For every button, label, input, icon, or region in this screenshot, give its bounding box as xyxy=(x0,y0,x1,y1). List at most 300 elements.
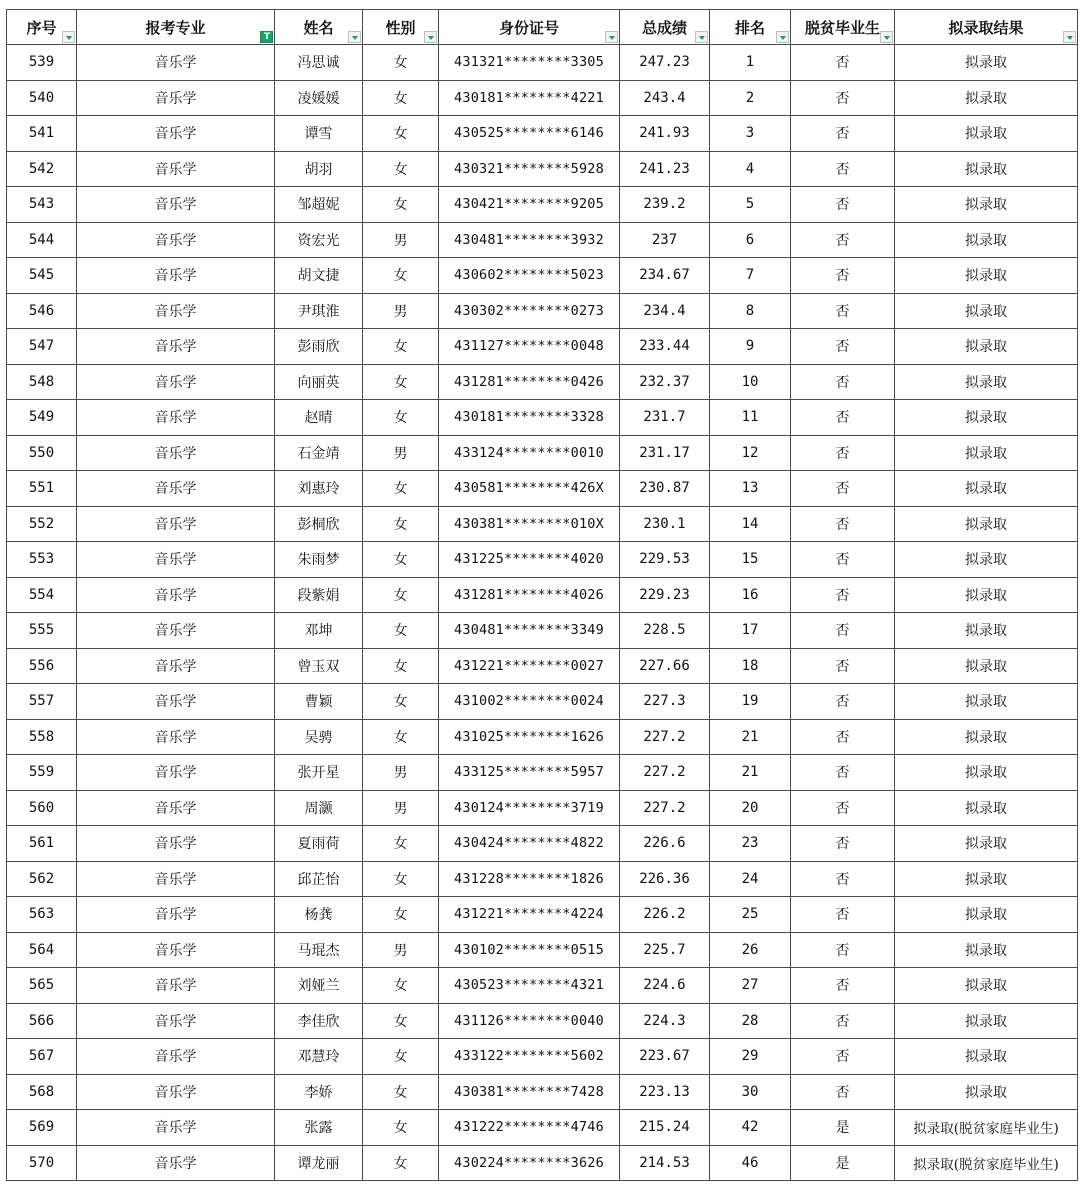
cell-rank[interactable]: 12 xyxy=(710,435,791,471)
cell-score[interactable]: 231.17 xyxy=(620,435,710,471)
cell-seq[interactable]: 543 xyxy=(7,187,77,223)
cell-major[interactable]: 音乐学 xyxy=(77,506,275,542)
cell-rank[interactable]: 19 xyxy=(710,684,791,720)
cell-seq[interactable]: 548 xyxy=(7,364,77,400)
cell-major[interactable]: 音乐学 xyxy=(77,968,275,1004)
cell-seq[interactable]: 564 xyxy=(7,932,77,968)
cell-name[interactable]: 马琨杰 xyxy=(275,932,363,968)
cell-rank[interactable]: 5 xyxy=(710,187,791,223)
cell-name[interactable]: 杨龚 xyxy=(275,897,363,933)
cell-gender[interactable]: 女 xyxy=(363,861,439,897)
cell-poverty[interactable]: 否 xyxy=(791,506,895,542)
cell-poverty[interactable]: 否 xyxy=(791,968,895,1004)
cell-poverty[interactable]: 否 xyxy=(791,222,895,258)
cell-rank[interactable]: 42 xyxy=(710,1110,791,1146)
cell-id[interactable]: 430224********3626 xyxy=(439,1145,620,1181)
cell-seq[interactable]: 570 xyxy=(7,1145,77,1181)
cell-name[interactable]: 凌媛媛 xyxy=(275,80,363,116)
cell-result[interactable]: 拟录取 xyxy=(895,968,1078,1004)
cell-gender[interactable]: 女 xyxy=(363,329,439,365)
cell-seq[interactable]: 541 xyxy=(7,116,77,152)
cell-poverty[interactable]: 否 xyxy=(791,932,895,968)
cell-result[interactable]: 拟录取 xyxy=(895,790,1078,826)
cell-major[interactable]: 音乐学 xyxy=(77,1110,275,1146)
cell-score[interactable]: 239.2 xyxy=(620,187,710,223)
cell-result[interactable]: 拟录取 xyxy=(895,719,1078,755)
cell-rank[interactable]: 10 xyxy=(710,364,791,400)
cell-id[interactable]: 433125********5957 xyxy=(439,755,620,791)
cell-major[interactable]: 音乐学 xyxy=(77,755,275,791)
cell-name[interactable]: 张露 xyxy=(275,1110,363,1146)
cell-score[interactable]: 226.2 xyxy=(620,897,710,933)
cell-name[interactable]: 夏雨荷 xyxy=(275,826,363,862)
cell-seq[interactable]: 556 xyxy=(7,648,77,684)
cell-name[interactable]: 段紫娟 xyxy=(275,577,363,613)
cell-name[interactable]: 李佳欣 xyxy=(275,1003,363,1039)
cell-rank[interactable]: 7 xyxy=(710,258,791,294)
cell-seq[interactable]: 566 xyxy=(7,1003,77,1039)
cell-rank[interactable]: 24 xyxy=(710,861,791,897)
filter-dropdown-icon[interactable] xyxy=(776,31,789,43)
cell-gender[interactable]: 女 xyxy=(363,968,439,1004)
cell-major[interactable]: 音乐学 xyxy=(77,329,275,365)
cell-gender[interactable]: 女 xyxy=(363,897,439,933)
cell-seq[interactable]: 569 xyxy=(7,1110,77,1146)
cell-gender[interactable]: 女 xyxy=(363,506,439,542)
cell-gender[interactable]: 女 xyxy=(363,400,439,436)
cell-rank[interactable]: 23 xyxy=(710,826,791,862)
cell-major[interactable]: 音乐学 xyxy=(77,222,275,258)
cell-id[interactable]: 431126********0040 xyxy=(439,1003,620,1039)
cell-id[interactable]: 430381********010X xyxy=(439,506,620,542)
cell-id[interactable]: 431002********0024 xyxy=(439,684,620,720)
cell-seq[interactable]: 540 xyxy=(7,80,77,116)
cell-poverty[interactable]: 否 xyxy=(791,719,895,755)
cell-score[interactable]: 231.7 xyxy=(620,400,710,436)
cell-score[interactable]: 232.37 xyxy=(620,364,710,400)
cell-result[interactable]: 拟录取 xyxy=(895,258,1078,294)
cell-major[interactable]: 音乐学 xyxy=(77,861,275,897)
cell-gender[interactable]: 女 xyxy=(363,1110,439,1146)
cell-gender[interactable]: 女 xyxy=(363,258,439,294)
cell-major[interactable]: 音乐学 xyxy=(77,258,275,294)
cell-poverty[interactable]: 否 xyxy=(791,80,895,116)
cell-gender[interactable]: 男 xyxy=(363,790,439,826)
cell-gender[interactable]: 女 xyxy=(363,364,439,400)
cell-id[interactable]: 430481********3349 xyxy=(439,613,620,649)
cell-poverty[interactable]: 否 xyxy=(791,897,895,933)
cell-name[interactable]: 石金靖 xyxy=(275,435,363,471)
cell-result[interactable]: 拟录取 xyxy=(895,826,1078,862)
cell-name[interactable]: 李娇 xyxy=(275,1074,363,1110)
cell-id[interactable]: 431228********1826 xyxy=(439,861,620,897)
cell-rank[interactable]: 1 xyxy=(710,45,791,81)
cell-result[interactable]: 拟录取 xyxy=(895,542,1078,578)
cell-seq[interactable]: 561 xyxy=(7,826,77,862)
cell-gender[interactable]: 女 xyxy=(363,471,439,507)
cell-id[interactable]: 430102********0515 xyxy=(439,932,620,968)
cell-name[interactable]: 邓坤 xyxy=(275,613,363,649)
cell-poverty[interactable]: 否 xyxy=(791,577,895,613)
cell-result[interactable]: 拟录取 xyxy=(895,684,1078,720)
cell-major[interactable]: 音乐学 xyxy=(77,364,275,400)
cell-id[interactable]: 433122********5602 xyxy=(439,1039,620,1075)
cell-gender[interactable]: 女 xyxy=(363,116,439,152)
cell-score[interactable]: 226.6 xyxy=(620,826,710,862)
cell-poverty[interactable]: 否 xyxy=(791,826,895,862)
cell-name[interactable]: 谭龙丽 xyxy=(275,1145,363,1181)
cell-score[interactable]: 229.53 xyxy=(620,542,710,578)
cell-result[interactable]: 拟录取 xyxy=(895,577,1078,613)
cell-major[interactable]: 音乐学 xyxy=(77,1145,275,1181)
column-header-label: 排名 xyxy=(734,18,765,37)
filter-dropdown-icon[interactable] xyxy=(62,31,75,43)
cell-id[interactable]: 430302********0273 xyxy=(439,293,620,329)
cell-name[interactable]: 彭雨欣 xyxy=(275,329,363,365)
cell-id[interactable]: 431221********4224 xyxy=(439,897,620,933)
cell-poverty[interactable]: 否 xyxy=(791,684,895,720)
cell-seq[interactable]: 558 xyxy=(7,719,77,755)
cell-score[interactable]: 228.5 xyxy=(620,613,710,649)
cell-major[interactable]: 音乐学 xyxy=(77,471,275,507)
cell-result[interactable]: 拟录取 xyxy=(895,80,1078,116)
cell-score[interactable]: 225.7 xyxy=(620,932,710,968)
cell-rank[interactable]: 21 xyxy=(710,719,791,755)
cell-result[interactable]: 拟录取 xyxy=(895,648,1078,684)
filter-dropdown-icon[interactable] xyxy=(348,31,361,43)
cell-gender[interactable]: 女 xyxy=(363,684,439,720)
cell-gender[interactable]: 女 xyxy=(363,45,439,81)
cell-gender[interactable]: 女 xyxy=(363,577,439,613)
cell-rank[interactable]: 13 xyxy=(710,471,791,507)
cell-score[interactable]: 234.67 xyxy=(620,258,710,294)
cell-poverty[interactable]: 否 xyxy=(791,45,895,81)
cell-name[interactable]: 张开星 xyxy=(275,755,363,791)
cell-seq[interactable]: 563 xyxy=(7,897,77,933)
cell-name[interactable]: 邱芷怡 xyxy=(275,861,363,897)
cell-id[interactable]: 431025********1626 xyxy=(439,719,620,755)
cell-id[interactable]: 430321********5928 xyxy=(439,151,620,187)
cell-poverty[interactable]: 否 xyxy=(791,116,895,152)
cell-poverty[interactable]: 否 xyxy=(791,293,895,329)
cell-seq[interactable]: 565 xyxy=(7,968,77,1004)
column-header-label: 身份证号 xyxy=(498,18,559,37)
cell-score[interactable]: 214.53 xyxy=(620,1145,710,1181)
cell-rank[interactable]: 16 xyxy=(710,577,791,613)
cell-major[interactable]: 音乐学 xyxy=(77,293,275,329)
cell-score[interactable]: 224.6 xyxy=(620,968,710,1004)
cell-major[interactable]: 音乐学 xyxy=(77,435,275,471)
cell-score[interactable]: 243.4 xyxy=(620,80,710,116)
cell-poverty[interactable]: 否 xyxy=(791,400,895,436)
cell-seq[interactable]: 545 xyxy=(7,258,77,294)
cell-gender[interactable]: 女 xyxy=(363,1039,439,1075)
cell-name[interactable]: 朱雨梦 xyxy=(275,542,363,578)
cell-id[interactable]: 430602********5023 xyxy=(439,258,620,294)
cell-gender[interactable]: 女 xyxy=(363,719,439,755)
cell-major[interactable]: 音乐学 xyxy=(77,1074,275,1110)
cell-result[interactable]: 拟录取 xyxy=(895,400,1078,436)
cell-score[interactable]: 227.66 xyxy=(620,648,710,684)
cell-id[interactable]: 431321********3305 xyxy=(439,45,620,81)
cell-name[interactable]: 资宏光 xyxy=(275,222,363,258)
cell-seq[interactable]: 546 xyxy=(7,293,77,329)
cell-id[interactable]: 431222********4746 xyxy=(439,1110,620,1146)
cell-score[interactable]: 223.67 xyxy=(620,1039,710,1075)
cell-score[interactable]: 230.1 xyxy=(620,506,710,542)
cell-major[interactable]: 音乐学 xyxy=(77,116,275,152)
cell-name[interactable]: 彭桐欣 xyxy=(275,506,363,542)
cell-result[interactable]: 拟录取 xyxy=(895,187,1078,223)
cell-rank[interactable]: 26 xyxy=(710,932,791,968)
cell-seq[interactable]: 568 xyxy=(7,1074,77,1110)
cell-name[interactable]: 冯思诚 xyxy=(275,45,363,81)
cell-rank[interactable]: 14 xyxy=(710,506,791,542)
cell-name[interactable]: 刘娅兰 xyxy=(275,968,363,1004)
cell-poverty[interactable]: 否 xyxy=(791,364,895,400)
cell-score[interactable]: 227.2 xyxy=(620,719,710,755)
cell-name[interactable]: 邹超妮 xyxy=(275,187,363,223)
cell-poverty[interactable]: 否 xyxy=(791,1074,895,1110)
cell-score[interactable]: 233.44 xyxy=(620,329,710,365)
cell-major[interactable]: 音乐学 xyxy=(77,577,275,613)
cell-id[interactable]: 430424********4822 xyxy=(439,826,620,862)
cell-seq[interactable]: 544 xyxy=(7,222,77,258)
cell-poverty[interactable]: 否 xyxy=(791,258,895,294)
cell-name[interactable]: 邓慧玲 xyxy=(275,1039,363,1075)
cell-poverty[interactable]: 是 xyxy=(791,1110,895,1146)
filter-active-icon[interactable] xyxy=(260,31,273,43)
cell-major[interactable]: 音乐学 xyxy=(77,719,275,755)
cell-score[interactable]: 224.3 xyxy=(620,1003,710,1039)
cell-seq[interactable]: 551 xyxy=(7,471,77,507)
cell-result[interactable]: 拟录取 xyxy=(895,506,1078,542)
cell-seq[interactable]: 553 xyxy=(7,542,77,578)
cell-result[interactable]: 拟录取 xyxy=(895,897,1078,933)
cell-name[interactable]: 尹琪淮 xyxy=(275,293,363,329)
cell-id[interactable]: 430181********4221 xyxy=(439,80,620,116)
table-row xyxy=(7,293,1078,329)
filter-dropdown-icon[interactable] xyxy=(880,31,893,43)
cell-score[interactable]: 227.2 xyxy=(620,755,710,791)
cell-major[interactable]: 音乐学 xyxy=(77,151,275,187)
cell-seq[interactable]: 542 xyxy=(7,151,77,187)
cell-result[interactable]: 拟录取 xyxy=(895,222,1078,258)
cell-result[interactable]: 拟录取 xyxy=(895,293,1078,329)
cell-seq[interactable]: 557 xyxy=(7,684,77,720)
cell-score[interactable]: 241.23 xyxy=(620,151,710,187)
cell-id[interactable]: 431281********0426 xyxy=(439,364,620,400)
cell-poverty[interactable]: 否 xyxy=(791,329,895,365)
cell-rank[interactable]: 11 xyxy=(710,400,791,436)
cell-seq[interactable]: 550 xyxy=(7,435,77,471)
cell-seq[interactable]: 562 xyxy=(7,861,77,897)
cell-gender[interactable]: 女 xyxy=(363,187,439,223)
cell-poverty[interactable]: 否 xyxy=(791,613,895,649)
filter-dropdown-icon[interactable] xyxy=(605,31,618,43)
cell-major[interactable]: 音乐学 xyxy=(77,187,275,223)
cell-result[interactable]: 拟录取 xyxy=(895,435,1078,471)
filter-dropdown-icon[interactable] xyxy=(424,31,437,43)
cell-id[interactable]: 430421********9205 xyxy=(439,187,620,223)
cell-gender[interactable]: 女 xyxy=(363,613,439,649)
filter-dropdown-icon[interactable] xyxy=(1063,31,1076,43)
cell-rank[interactable]: 18 xyxy=(710,648,791,684)
cell-name[interactable]: 刘惠玲 xyxy=(275,471,363,507)
cell-seq[interactable]: 559 xyxy=(7,755,77,791)
cell-major[interactable]: 音乐学 xyxy=(77,1003,275,1039)
cell-major[interactable]: 音乐学 xyxy=(77,613,275,649)
cell-id[interactable]: 431221********0027 xyxy=(439,648,620,684)
cell-seq[interactable]: 554 xyxy=(7,577,77,613)
cell-seq[interactable]: 552 xyxy=(7,506,77,542)
cell-result[interactable]: 拟录取(脱贫家庭毕业生) xyxy=(895,1110,1078,1146)
cell-result[interactable]: 拟录取 xyxy=(895,1003,1078,1039)
cell-score[interactable]: 226.36 xyxy=(620,861,710,897)
cell-seq[interactable]: 560 xyxy=(7,790,77,826)
filter-dropdown-icon[interactable] xyxy=(695,31,708,43)
cell-major[interactable]: 音乐学 xyxy=(77,45,275,81)
cell-seq[interactable]: 547 xyxy=(7,329,77,365)
cell-poverty[interactable]: 否 xyxy=(791,790,895,826)
cell-major[interactable]: 音乐学 xyxy=(77,932,275,968)
cell-gender[interactable]: 女 xyxy=(363,542,439,578)
cell-score[interactable]: 234.4 xyxy=(620,293,710,329)
cell-rank[interactable]: 9 xyxy=(710,329,791,365)
cell-poverty[interactable]: 是 xyxy=(791,1145,895,1181)
cell-id[interactable]: 430481********3932 xyxy=(439,222,620,258)
cell-rank[interactable]: 15 xyxy=(710,542,791,578)
cell-poverty[interactable]: 否 xyxy=(791,187,895,223)
cell-poverty[interactable]: 否 xyxy=(791,755,895,791)
cell-major[interactable]: 音乐学 xyxy=(77,542,275,578)
cell-result[interactable]: 拟录取 xyxy=(895,932,1078,968)
cell-poverty[interactable]: 否 xyxy=(791,151,895,187)
cell-score[interactable]: 227.3 xyxy=(620,684,710,720)
cell-name[interactable]: 周灏 xyxy=(275,790,363,826)
cell-gender[interactable]: 女 xyxy=(363,151,439,187)
cell-result[interactable]: 拟录取(脱贫家庭毕业生) xyxy=(895,1145,1078,1181)
cell-rank[interactable]: 2 xyxy=(710,80,791,116)
cell-score[interactable]: 237 xyxy=(620,222,710,258)
cell-rank[interactable]: 27 xyxy=(710,968,791,1004)
cell-name[interactable]: 曹颖 xyxy=(275,684,363,720)
cell-name[interactable]: 赵晴 xyxy=(275,400,363,436)
cell-major[interactable]: 音乐学 xyxy=(77,684,275,720)
cell-score[interactable]: 223.13 xyxy=(620,1074,710,1110)
cell-result[interactable]: 拟录取 xyxy=(895,755,1078,791)
cell-id[interactable]: 431281********4026 xyxy=(439,577,620,613)
cell-rank[interactable]: 21 xyxy=(710,755,791,791)
cell-score[interactable]: 227.2 xyxy=(620,790,710,826)
cell-gender[interactable]: 男 xyxy=(363,293,439,329)
cell-gender[interactable]: 男 xyxy=(363,435,439,471)
cell-score[interactable]: 241.93 xyxy=(620,116,710,152)
cell-major[interactable]: 音乐学 xyxy=(77,1039,275,1075)
cell-rank[interactable]: 20 xyxy=(710,790,791,826)
cell-rank[interactable]: 28 xyxy=(710,1003,791,1039)
cell-rank[interactable]: 8 xyxy=(710,293,791,329)
cell-result[interactable]: 拟录取 xyxy=(895,364,1078,400)
cell-id[interactable]: 430525********6146 xyxy=(439,116,620,152)
cell-rank[interactable]: 30 xyxy=(710,1074,791,1110)
cell-gender[interactable]: 女 xyxy=(363,826,439,862)
cell-major[interactable]: 音乐学 xyxy=(77,400,275,436)
cell-gender[interactable]: 男 xyxy=(363,755,439,791)
cell-rank[interactable]: 17 xyxy=(710,613,791,649)
cell-name[interactable]: 胡羽 xyxy=(275,151,363,187)
cell-name[interactable]: 向丽英 xyxy=(275,364,363,400)
cell-rank[interactable]: 25 xyxy=(710,897,791,933)
cell-rank[interactable]: 6 xyxy=(710,222,791,258)
cell-result[interactable]: 拟录取 xyxy=(895,613,1078,649)
cell-id[interactable]: 431225********4020 xyxy=(439,542,620,578)
cell-name[interactable]: 吴骋 xyxy=(275,719,363,755)
cell-poverty[interactable]: 否 xyxy=(791,1003,895,1039)
cell-id[interactable]: 430381********7428 xyxy=(439,1074,620,1110)
cell-score[interactable]: 230.87 xyxy=(620,471,710,507)
cell-poverty[interactable]: 否 xyxy=(791,1039,895,1075)
cell-gender[interactable]: 男 xyxy=(363,222,439,258)
cell-seq[interactable]: 567 xyxy=(7,1039,77,1075)
cell-major[interactable]: 音乐学 xyxy=(77,80,275,116)
cell-result[interactable]: 拟录取 xyxy=(895,329,1078,365)
cell-name[interactable]: 胡文捷 xyxy=(275,258,363,294)
cell-gender[interactable]: 女 xyxy=(363,1003,439,1039)
cell-seq[interactable]: 539 xyxy=(7,45,77,81)
cell-poverty[interactable]: 否 xyxy=(791,435,895,471)
cell-seq[interactable]: 549 xyxy=(7,400,77,436)
cell-gender[interactable]: 女 xyxy=(363,1145,439,1181)
cell-poverty[interactable]: 否 xyxy=(791,542,895,578)
cell-gender[interactable]: 女 xyxy=(363,80,439,116)
cell-result[interactable]: 拟录取 xyxy=(895,471,1078,507)
cell-id[interactable]: 433124********0010 xyxy=(439,435,620,471)
cell-score[interactable]: 229.23 xyxy=(620,577,710,613)
cell-gender[interactable]: 女 xyxy=(363,648,439,684)
cell-result[interactable]: 拟录取 xyxy=(895,116,1078,152)
cell-gender[interactable]: 女 xyxy=(363,1074,439,1110)
cell-result[interactable]: 拟录取 xyxy=(895,1039,1078,1075)
cell-poverty[interactable]: 否 xyxy=(791,861,895,897)
cell-rank[interactable]: 29 xyxy=(710,1039,791,1075)
cell-major[interactable]: 音乐学 xyxy=(77,790,275,826)
cell-result[interactable]: 拟录取 xyxy=(895,861,1078,897)
cell-poverty[interactable]: 否 xyxy=(791,471,895,507)
cell-score[interactable]: 215.24 xyxy=(620,1110,710,1146)
cell-score[interactable]: 247.23 xyxy=(620,45,710,81)
cell-poverty[interactable]: 否 xyxy=(791,648,895,684)
cell-major[interactable]: 音乐学 xyxy=(77,648,275,684)
cell-major[interactable]: 音乐学 xyxy=(77,826,275,862)
cell-id[interactable]: 430523********4321 xyxy=(439,968,620,1004)
cell-gender[interactable]: 男 xyxy=(363,932,439,968)
cell-rank[interactable]: 3 xyxy=(710,116,791,152)
cell-seq[interactable]: 555 xyxy=(7,613,77,649)
cell-id[interactable]: 430124********3719 xyxy=(439,790,620,826)
cell-rank[interactable]: 4 xyxy=(710,151,791,187)
cell-rank[interactable]: 46 xyxy=(710,1145,791,1181)
cell-id[interactable]: 430181********3328 xyxy=(439,400,620,436)
cell-major[interactable]: 音乐学 xyxy=(77,897,275,933)
cell-result[interactable]: 拟录取 xyxy=(895,45,1078,81)
cell-id[interactable]: 430581********426X xyxy=(439,471,620,507)
cell-result[interactable]: 拟录取 xyxy=(895,151,1078,187)
cell-id[interactable]: 431127********0048 xyxy=(439,329,620,365)
cell-name[interactable]: 曾玉双 xyxy=(275,648,363,684)
cell-name[interactable]: 谭雪 xyxy=(275,116,363,152)
cell-result[interactable]: 拟录取 xyxy=(895,1074,1078,1110)
